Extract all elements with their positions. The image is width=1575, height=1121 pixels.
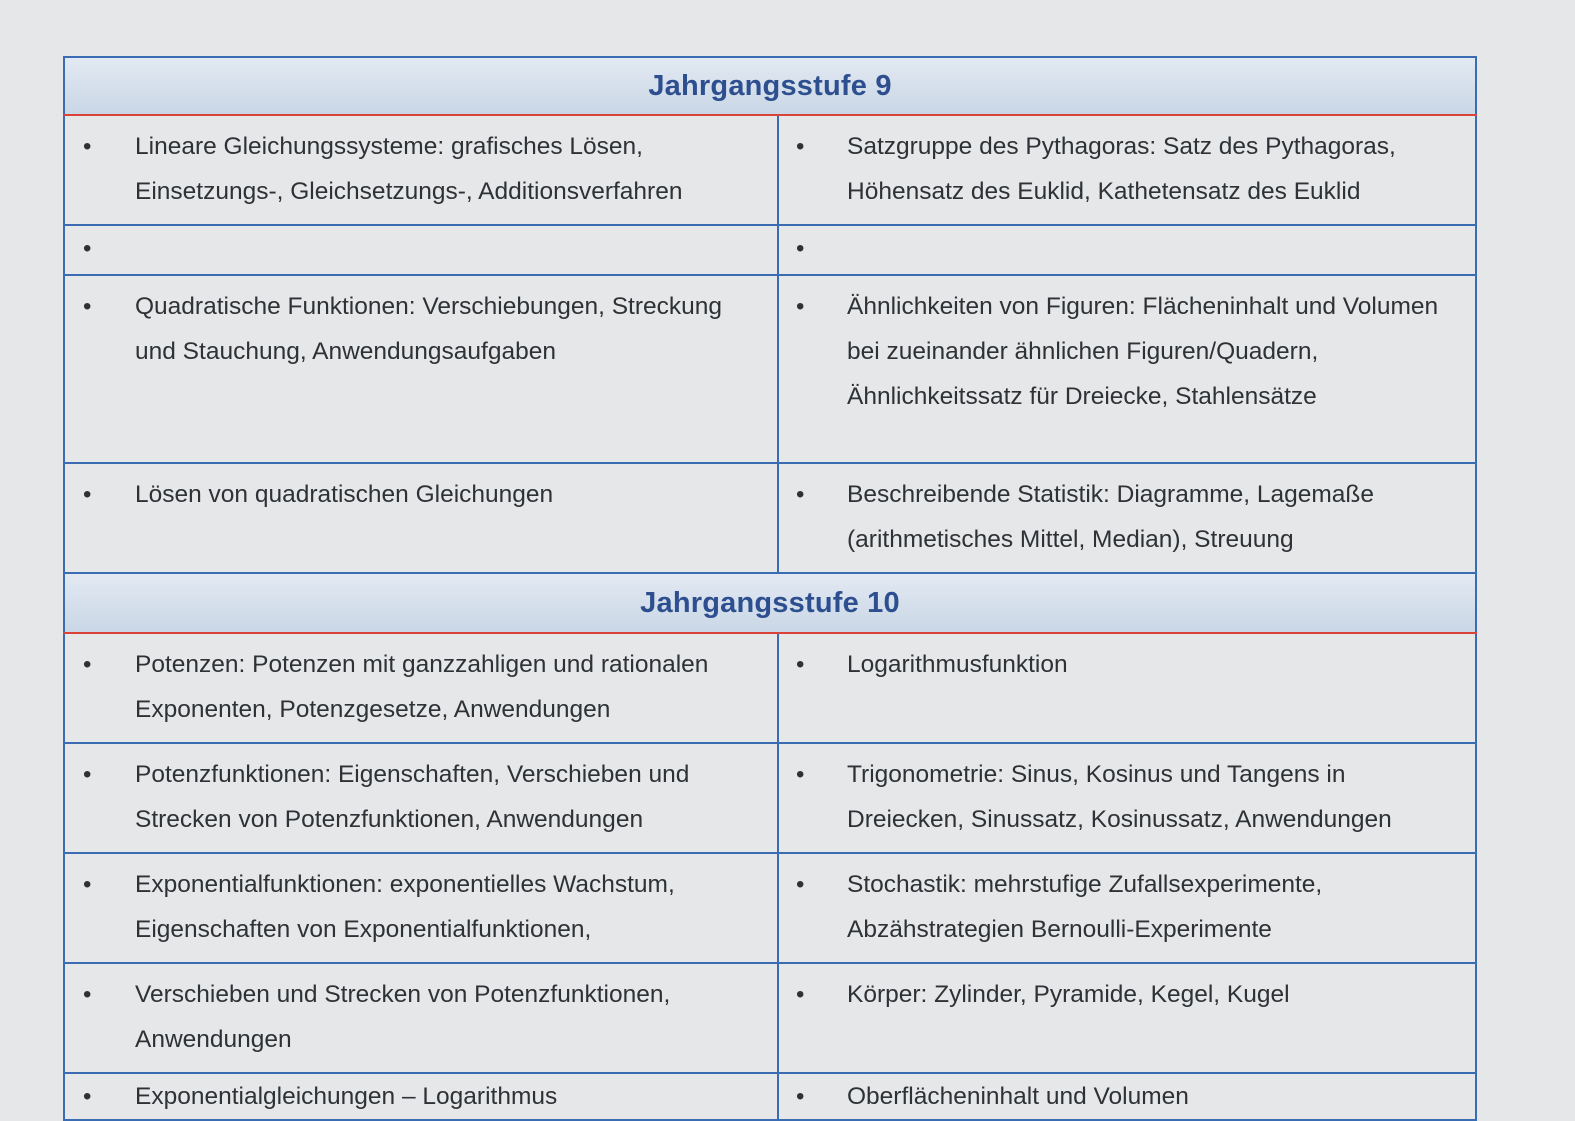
table-row: [64, 963, 1476, 1073]
table-cell-left: [64, 275, 778, 463]
bullet-icon: •: [796, 235, 805, 262]
table-row: [64, 275, 1476, 463]
bullet-icon: •: [796, 981, 805, 1008]
bullet-icon: •: [83, 481, 92, 508]
table-cell-left: [64, 963, 778, 1073]
table-row: [64, 853, 1476, 963]
table-cell-right: [778, 633, 1476, 743]
section-header-row: [64, 573, 1476, 633]
topic-text: Stochastik: mehrstufige Zufallsexperimente, Abzähstrategien Bernoulli-Experimente: [847, 871, 1323, 943]
topic-text: Oberflächeninhalt und Volumen: [847, 1083, 1189, 1110]
table-cell-right: [778, 275, 1476, 463]
table-cell-right: [778, 743, 1476, 853]
topic-text: Quadratische Funktionen: Verschiebungen, Streckung und Stauchung, Anwendungsaufgaben: [135, 293, 723, 365]
table-cell-right: [778, 853, 1476, 963]
topic-text: Lösen von quadratischen Gleichungen: [135, 481, 554, 508]
bullet-icon: •: [796, 651, 805, 678]
table-cell-right: [778, 225, 1476, 275]
section-header-row: [64, 57, 1476, 115]
table-cell-right: [778, 463, 1476, 573]
bullet-icon: •: [83, 235, 92, 262]
table-cell-left: [64, 463, 778, 573]
bullet-icon: •: [83, 761, 92, 788]
bullet-icon: •: [83, 293, 92, 320]
bullet-icon: •: [83, 651, 92, 678]
table-cell-left: [64, 115, 778, 225]
table-cell-right: [778, 115, 1476, 225]
topic-text: Potenzen: Potenzen mit ganzzahligen und rationalen Exponenten, Potenzgesetze, Anwendungen: [135, 651, 709, 723]
topic-text: Potenzfunktionen: Eigenschaften, Verschieben und Strecken von Potenzfunktionen, Anwendungen: [135, 761, 690, 833]
table-cell-left: [64, 743, 778, 853]
bullet-icon: •: [796, 761, 805, 788]
table-row: [64, 463, 1476, 573]
table-cell-left: [64, 853, 778, 963]
topic-text: Ähnlichkeiten von Figuren: Flächeninhalt und Volumen bei zueinander ähnlichen Figuren/Quadern, Ähnlichkeitssatz für Dreiecke, Stahlensätze: [847, 293, 1439, 410]
table-cell-right: [778, 1073, 1476, 1120]
topic-text: Exponentialfunktionen: exponentielles Wachstum, Eigenschaften von Exponentialfunktionen,: [135, 871, 675, 943]
topic-text: Körper: Zylinder, Pyramide, Kegel, Kugel: [847, 981, 1290, 1008]
bullet-icon: •: [83, 133, 92, 160]
bullet-icon: •: [83, 871, 92, 898]
table-cell-left: [64, 633, 778, 743]
table-row: [64, 633, 1476, 743]
topic-text: Satzgruppe des Pythagoras: Satz des Pythagoras, Höhensatz des Euklid, Kathetensatz des Euklid: [847, 133, 1396, 205]
topic-text: Lineare Gleichungssysteme: grafisches Lösen, Einsetzungs-, Gleichsetzungs-, Additionsverfahren: [135, 133, 683, 205]
bullet-icon: •: [83, 1083, 92, 1110]
bullet-icon: •: [796, 871, 805, 898]
curriculum-page: [63, 56, 1475, 1121]
table-row: [64, 743, 1476, 853]
bullet-icon: •: [796, 293, 805, 320]
table-row: [64, 225, 1476, 275]
table-row: [64, 1073, 1476, 1120]
topic-text: Logarithmusfunktion: [847, 651, 1068, 678]
table-cell-left: [64, 225, 778, 275]
topic-text: Exponentialgleichungen – Logarithmus: [135, 1083, 558, 1110]
section-title: Jahrgangsstufe 9: [64, 57, 1476, 115]
bullet-icon: •: [796, 481, 805, 508]
curriculum-table: [63, 56, 1477, 1121]
topic-text: Verschieben und Strecken von Potenzfunktionen, Anwendungen: [135, 981, 671, 1053]
bullet-icon: •: [796, 1083, 805, 1110]
bullet-icon: •: [796, 133, 805, 160]
bullet-icon: •: [83, 981, 92, 1008]
topic-text: Beschreibende Statistik: Diagramme, Lagemaße (arithmetisches Mittel, Median), Streuung: [847, 481, 1375, 553]
table-cell-left: [64, 1073, 778, 1120]
table-cell-right: [778, 963, 1476, 1073]
topic-text: Trigonometrie: Sinus, Kosinus und Tangens in Dreiecken, Sinussatz, Kosinussatz, Anwendungen: [847, 761, 1392, 833]
section-title: Jahrgangsstufe 10: [64, 573, 1476, 633]
table-row: [64, 115, 1476, 225]
